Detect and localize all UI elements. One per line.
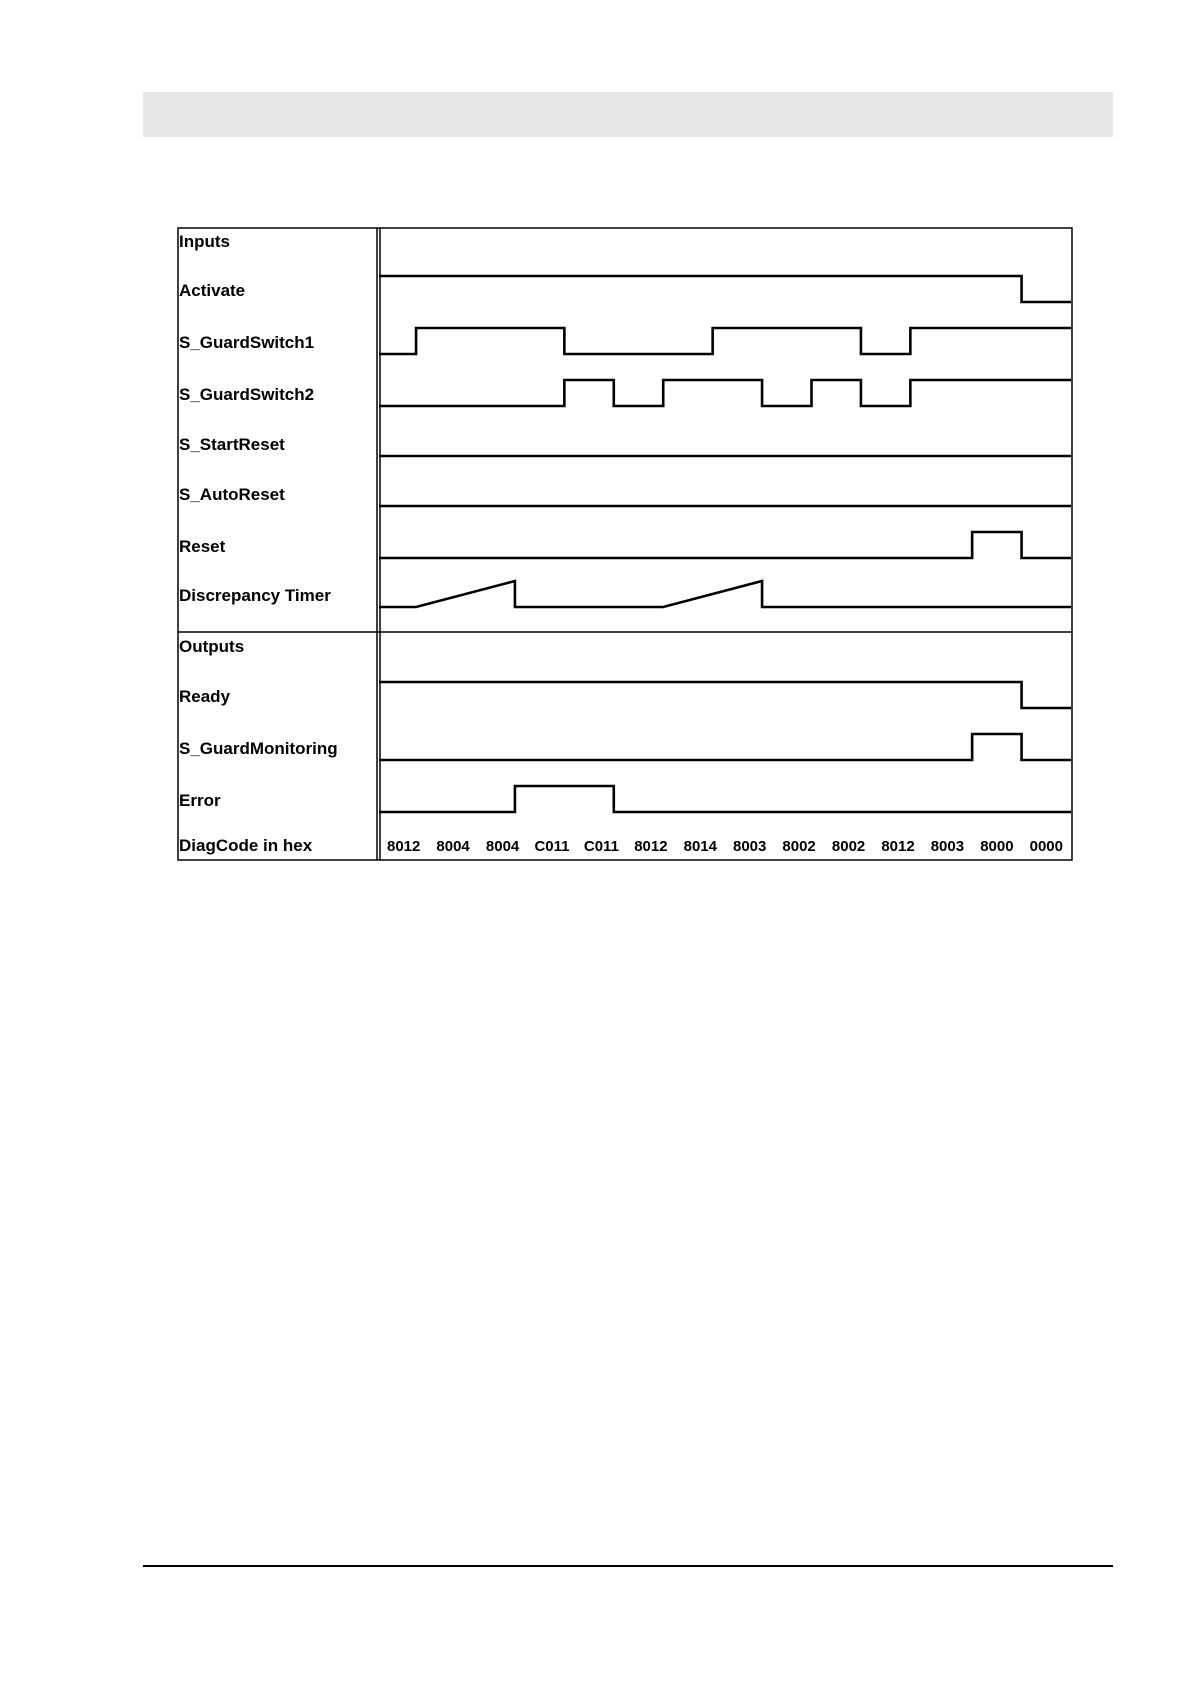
waveform-activate: [379, 276, 1071, 302]
label-s-guardmonitoring: S_GuardMonitoring: [179, 739, 338, 758]
label-s-guardswitch1: S_GuardSwitch1: [179, 333, 315, 352]
waveform-s-guardswitch1: [379, 328, 1071, 354]
signal-waveforms: [379, 276, 1071, 812]
diagcode-value: C011: [583, 838, 619, 855]
waveform-error: [379, 786, 1071, 812]
outputs-group-label: Outputs: [179, 637, 245, 656]
label-s-guardswitch2: S_GuardSwitch2: [179, 385, 315, 404]
label-diagcode-in-hex: DiagCode in hex: [179, 836, 313, 855]
label-discrepancy-timer: Discrepancy Timer: [179, 586, 331, 605]
label-s-autoreset: S_AutoReset: [179, 485, 285, 504]
inputs-group-label: Inputs: [179, 232, 230, 251]
diagcode-value: 8003: [930, 838, 965, 855]
waveform-discrepancy-timer: [379, 581, 1071, 607]
label-ready: Ready: [179, 687, 231, 706]
frame-border: [178, 228, 1072, 860]
label-reset: Reset: [179, 537, 226, 556]
diagcode-value: 8002: [782, 838, 816, 855]
diagcode-value: 8003: [733, 838, 767, 855]
waveform-s-guardswitch2: [379, 380, 1071, 406]
diagcode-value: 0000: [1029, 838, 1063, 855]
diagcode-value: 8004: [485, 838, 520, 855]
label-s-startreset: S_StartReset: [179, 435, 285, 454]
waveform-reset: [379, 532, 1071, 558]
waveform-s-guardmonitoring: [379, 734, 1071, 760]
diagcode-value: 8014: [683, 838, 717, 855]
waveform-ready: [379, 682, 1071, 708]
diagcode-value: 8004: [436, 838, 470, 855]
diagcode-value: 8012: [881, 838, 915, 855]
diagram-frame: [178, 228, 1072, 860]
diagcode-values: [387, 838, 1063, 855]
diagcode-value: C011: [534, 838, 570, 855]
signal-labels: [179, 232, 338, 855]
diagcode-value: 8012: [387, 838, 421, 855]
footer-rule: [143, 1565, 1113, 1567]
label-activate: Activate: [179, 281, 246, 300]
label-error: Error: [179, 791, 221, 810]
diagcode-value: 8000: [980, 838, 1014, 855]
diagcode-value: 8012: [634, 838, 668, 855]
diagcode-value: 8002: [831, 838, 866, 855]
